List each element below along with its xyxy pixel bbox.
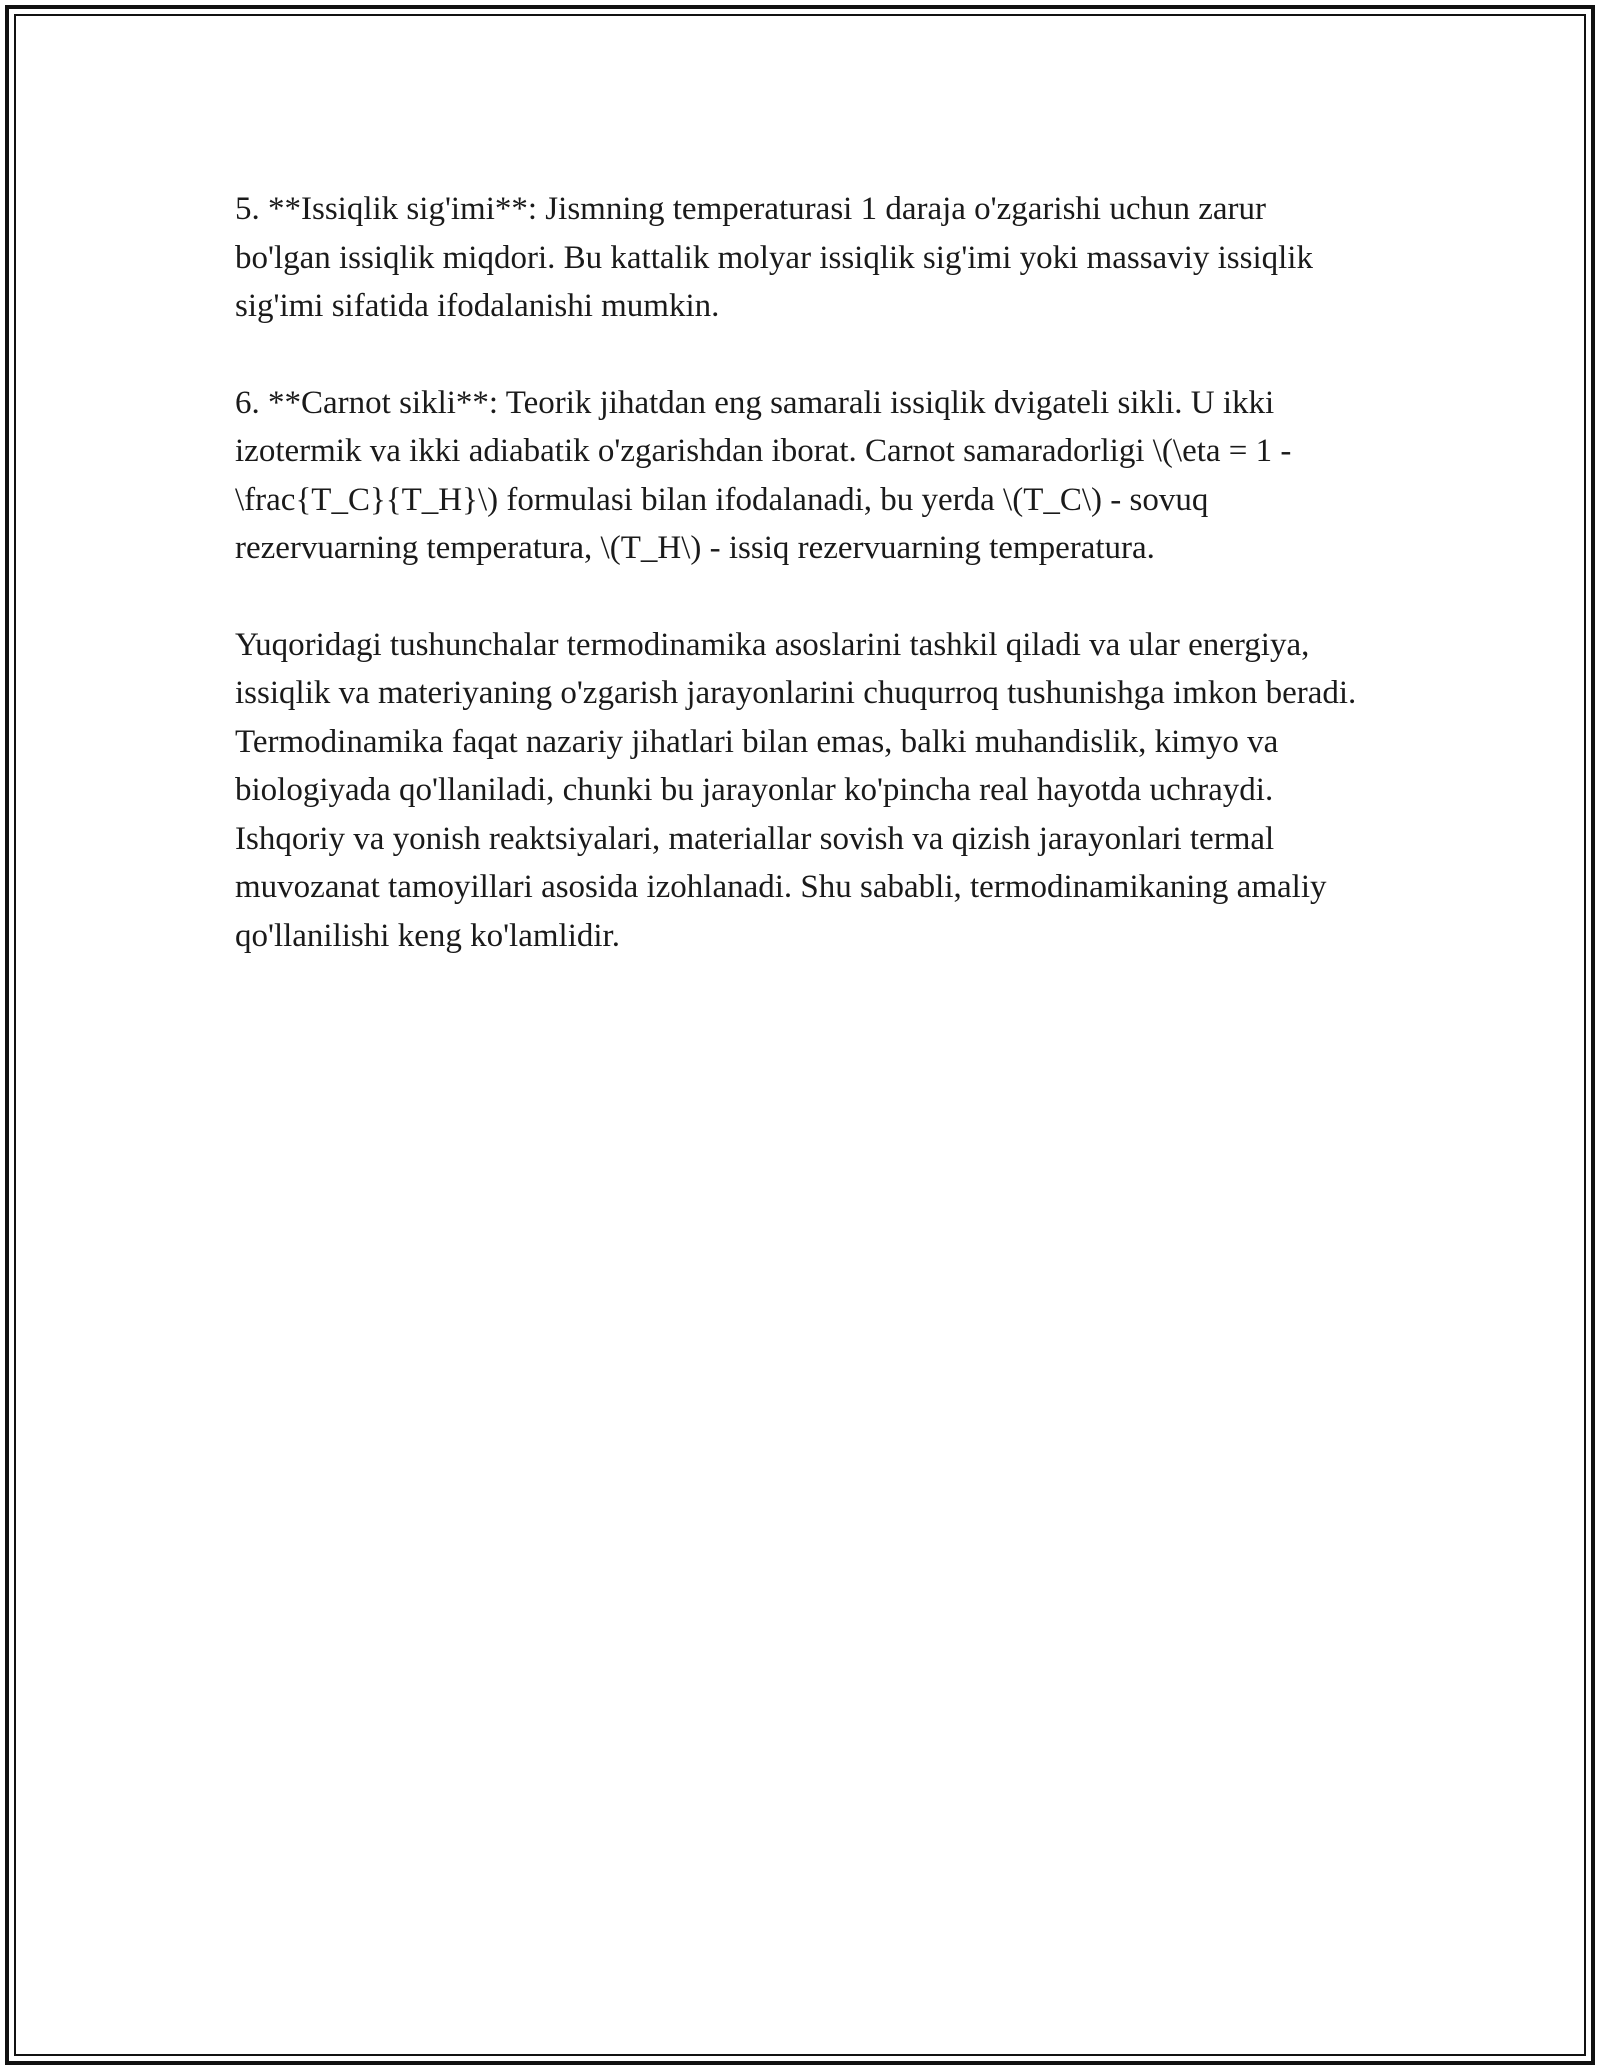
paragraph-summary: Yuqoridagi tushunchalar termodinamika asoslarini tashkil qiladi va ular energiya, issiqlik va materiyaning o'zgarish jarayonlarini chuqurroq tushunishga imkon beradi. Termodinamika faqat nazariy jihatlari bilan emas, balki muhandislik, kimyo va biologiyada qo'llaniladi, chunki bu jarayonlar ko'pincha real hayotda uchraydi. Ishqoriy va yonish reaktsiyalari, materiallar sovish va qizish jarayonlari termal muvozanat tamoyillari asosida izohlanadi. Shu sababli, termodinamikaning amaliy qo'llanilishi keng ko'lamlidir.: [235, 626, 1357, 954]
document-body: [235, 185, 1370, 1008]
paragraph-heat-capacity: 5. **Issiqlik sig'imi**: Jismning temperaturasi 1 daraja o'zgarishi uchun zarur bo'lgan issiqlik miqdori. Bu kattalik molyar issiqlik sig'imi yoki massaviy issiqlik sig'imi sifatida ifodalanishi mumkin.: [235, 191, 1313, 324]
paragraph-carnot-cycle: 6. **Carnot sikli**: Teorik jihatdan eng samarali issiqlik dvigateli sikli. U ikki izotermik va ikki adiabatik o'zgarishdan iborat. Carnot samaradorligi \(\eta = 1 - \frac{T_C}{T_H}\) formulasi bilan ifodalanadi, bu yerda \(T_C\) - sovuq rezervuarning temperatura, \(T_H\) - issiq rezervuarning temperatura.: [235, 384, 1292, 566]
